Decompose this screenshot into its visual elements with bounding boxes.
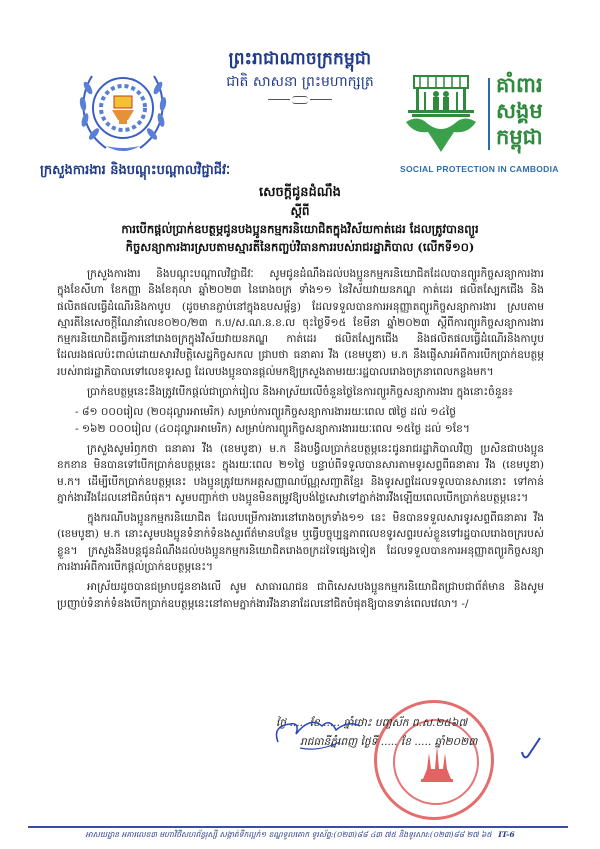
social-protection-emblem-icon — [398, 74, 484, 154]
sp-line-3: កម្ពុជា — [496, 125, 543, 149]
document-title: សេចក្តីជូនដំណឹង — [259, 185, 341, 200]
ministry-name: ក្រសួងការងារ និងបណ្តុះបណ្តាលវិជ្ជាជីវៈ — [40, 163, 231, 178]
paragraph-amount: ប្រាក់ឧបត្ថម្ភនេះនឹងត្រូវបើកផ្តល់ជាប្រាក់រៀល និងអាស្រ័យលើចំនួនថ្ងៃនៃការព្យួរកិច្ចសន្យាការងារ ក្នុងនោះចំនួន៖ — [87, 386, 513, 399]
sp-line-2: សង្គម — [496, 99, 543, 123]
lunar-date: ថ្ងៃ ..... ខែ ..... ឆ្នាំថោះ បញ្ចស័ក ព.ស.២៥៦៧ — [276, 717, 468, 729]
footer-address-text: អាសយដ្ឋាន អគារលេខ៣ មហាវិថីសហព័ន្ធរុស្សី សង្កាត់ទឹកល្អក់១ ខណ្ឌទួលគោក ទូរស័ព្ទ:(០២៣)៨៨ ៤៣ ៧៥ និងទូរសារ:(០២៣)៨៨ ២៧ ៦៥ — [85, 830, 492, 839]
bullet-amount-1: - ៨១ ០០០រៀល (២០ដុល្លារអាមេរិក) សម្រាប់ការព្យួរកិច្ចសន្យាការងាររយៈពេល ៧ថ្ងៃ ដល់ ១៤ថ្ងៃ — [75, 406, 457, 419]
paragraph-closing: អាស្រ័យដូចបានជម្រាបជូនខាងលើ សូម សាធារណជន ជាពិសេសបងប្អូនកម្មករនិយោជិតជ្រាបជាព័ត៌មាន និងសូមប្រញាប់ទំនាក់ទំនងបើកប្រាក់ឧបត្ថម្ភនេះនៅតាមភ្នាក់ងារវីងនានាដែលនៅជិតបំផុតឱ្យបានទាន់ពេលវេលា។ -/ — [57, 581, 544, 610]
bullet-amount-2: - ១៦២ ០០០រៀល (៤០ដុល្លារអាមេរិក) សម្រាប់ការព្យួរកិច្ចសន្យាការងាររយៈពេល ១៥ថ្ងៃ ដល់ ១ខែ។ — [75, 422, 470, 435]
paragraph-intro: ក្រសួងការងារ និងបណ្តុះបណ្តាលវិជ្ជាជីវៈ សូមជូនដំណឹងដល់បងប្អូនកម្មករនិយោជិតដែលបានព្យួរកិច្ចសន្យាការងារ ក្នុងខែសីហា ខែកញ្ញា និងខែតុលា ឆ្នាំ២០២៣ នៃរោងចក្រ ទាំង១១ នៃវិស័យវាយនភណ្ឌ កាត់ដេរ ផលិតស្បែកជើង និងផលិតផលធ្វើដំណើរនិងកាបូប (ដូចមានភ្ជាប់នៅក្នុងឧបសម្ព័ន្ធ) ដែលទទួលបានការអនុញ្ញាតព្យួរកិច្ចសន្យាការងារ ស្របតាមស្មារតីនៃសេចក្តីណែនាំលេខ០២០/២៣ ក.ប/ស.ណ.ន.ខ.ល ចុះថ្ងៃទី១៥ ខែមីនា ឆ្នាំ២០២៣ ស្តីពីការព្យួរកិច្ចសន្យាការងារកម្មករនិយោជិតធ្វើការនៅរោងចក្រក្នុងវិស័យវាយនភណ្ឌ កាត់ដេរ ផលិតស្បែកជើង និងផលិតផលធ្វើដំណើរនិងកាបូប ដែលរងផលប៉ះពាល់ដោយសារវិបត្តិសេដ្ឋកិច្ចសកល ជ្រាបថា ធនាគារ វីង (ខេមបូឌា) ម.ក នឹងផ្ញើសារអំពីការបើកប្រាក់ឧបត្ថម្ភរបស់រាជរដ្ឋាភិបាលទៅលេខទូរសព្ទ ដែលបងប្អូនបានផ្តល់មកឱ្យក្រសួងតាមរយៈរដ្ឋបាលរោងចក្រនាពេលកន្លងមក។ — [57, 268, 544, 378]
sp-line-1: គាំពារ — [496, 73, 543, 97]
title-regarding: ស្តីពី — [290, 204, 310, 218]
paragraph-reminder: ក្រសួងសូមរំឭកថា ធនាគារ វីង (ខេមបូឌា) ម.ក នឹងបង្វិលប្រាក់ឧបត្ថម្ភនេះជូនរាជរដ្ឋាភិបាលវិញ ប្រសិនជាបងប្អូនខកខាន មិនបានទៅបើកប្រាក់ឧបត្ថម្ភនេះ ក្នុងរយៈពេល ២១ថ្ងៃ បន្ទាប់ពីទទួលបានសារតាមទូរសព្ទពីធនាគារ វីង (ខេមបូឌា) ម.ក។ ដើម្បីបើកប្រាក់ឧបត្ថម្ភនេះ បងប្អូនត្រូវយកអត្តសញ្ញាណប័ណ្ណសញ្ជាតិខ្មែរ និងទូរសព្ទដែលទទួលបានសារនោះ ទៅកាន់ភ្នាក់ងារវីងដែលនៅជិតបំផុត។ សូមបញ្ជាក់ថា បងប្អូនមិនតម្រូវឱ្យបង់ថ្លៃសេវាទៅភ្នាក់ងារវីងឡើយពេលបើកប្រាក់ឧបត្ថម្ភនេះ។ — [57, 442, 544, 504]
ornament-divider-icon — [268, 96, 332, 102]
social-protection-logo — [398, 72, 573, 178]
social-protection-khmer — [496, 72, 572, 150]
title-subject-line-2: កិច្ចសន្យាការងារស្របតាមស្មារតីនៃកញ្ចប់វិធានការរបស់រាជរដ្ឋាភិបាល (លើកទី១០) — [125, 240, 475, 254]
document-body — [57, 266, 544, 616]
footer-divider — [28, 826, 568, 828]
title-subject-line-1: ការបើកផ្តល់ប្រាក់ឧបត្ថម្ភជូនបងប្អូនកម្មករនិយោជិតក្នុងវិស័យកាត់ដេរ ដែលត្រូវបានព្យួរ — [121, 222, 479, 236]
logo-divider — [488, 78, 490, 150]
paragraph-no-sms: ក្នុងករណីបងប្អូនកម្មករនិយោជិត ដែលបម្រើការងារនៅរោងចក្រទាំង១១ នេះ មិនបានទទួលសារទូរសព្ទពីធនាគារ វីង (ខេមបូឌា) ម.ក នោះសូមបងប្អូនទំនាក់ទំនងសួរព័ត៌មានបន្ថែម ឬធ្វើបច្ចុប្បន្នភាពលេខទូរសព្ទរបស់ខ្លួនទៅរដ្ឋបាលរោងចក្ររបស់ខ្លួន។ ក្រសួងនឹងបន្តជូនដំណឹងដល់បងប្អូនកម្មករនិយោជិតរោងចក្រដទៃផ្សេងទៀត ដែលទទួលបានការអនុញ្ញាតព្យួរកិច្ចសន្យាការងារអំពីការបើកផ្តល់ប្រាក់ឧបត្ថម្ភនេះ។ — [57, 512, 544, 574]
place-and-date: រាជធានីភ្នំពេញ ថ្ងៃទី ..... ខែ ..... ឆ្នាំ២០២៣ — [300, 736, 478, 748]
footer-code: IT-6 — [498, 830, 515, 839]
ministry-logo-icon — [72, 58, 174, 160]
national-motto: ជាតិ សាសនា ព្រះមហាក្សត្រ — [226, 74, 374, 90]
initial-check-icon — [518, 736, 542, 762]
kingdom-heading: ព្រះរាជាណាចក្រកម្ពុជា — [228, 49, 372, 69]
footer-address — [0, 830, 600, 841]
handwritten-signature-icon — [270, 712, 380, 752]
social-protection-english: SOCIAL PROTECTION IN CAMBODIA — [400, 164, 559, 174]
